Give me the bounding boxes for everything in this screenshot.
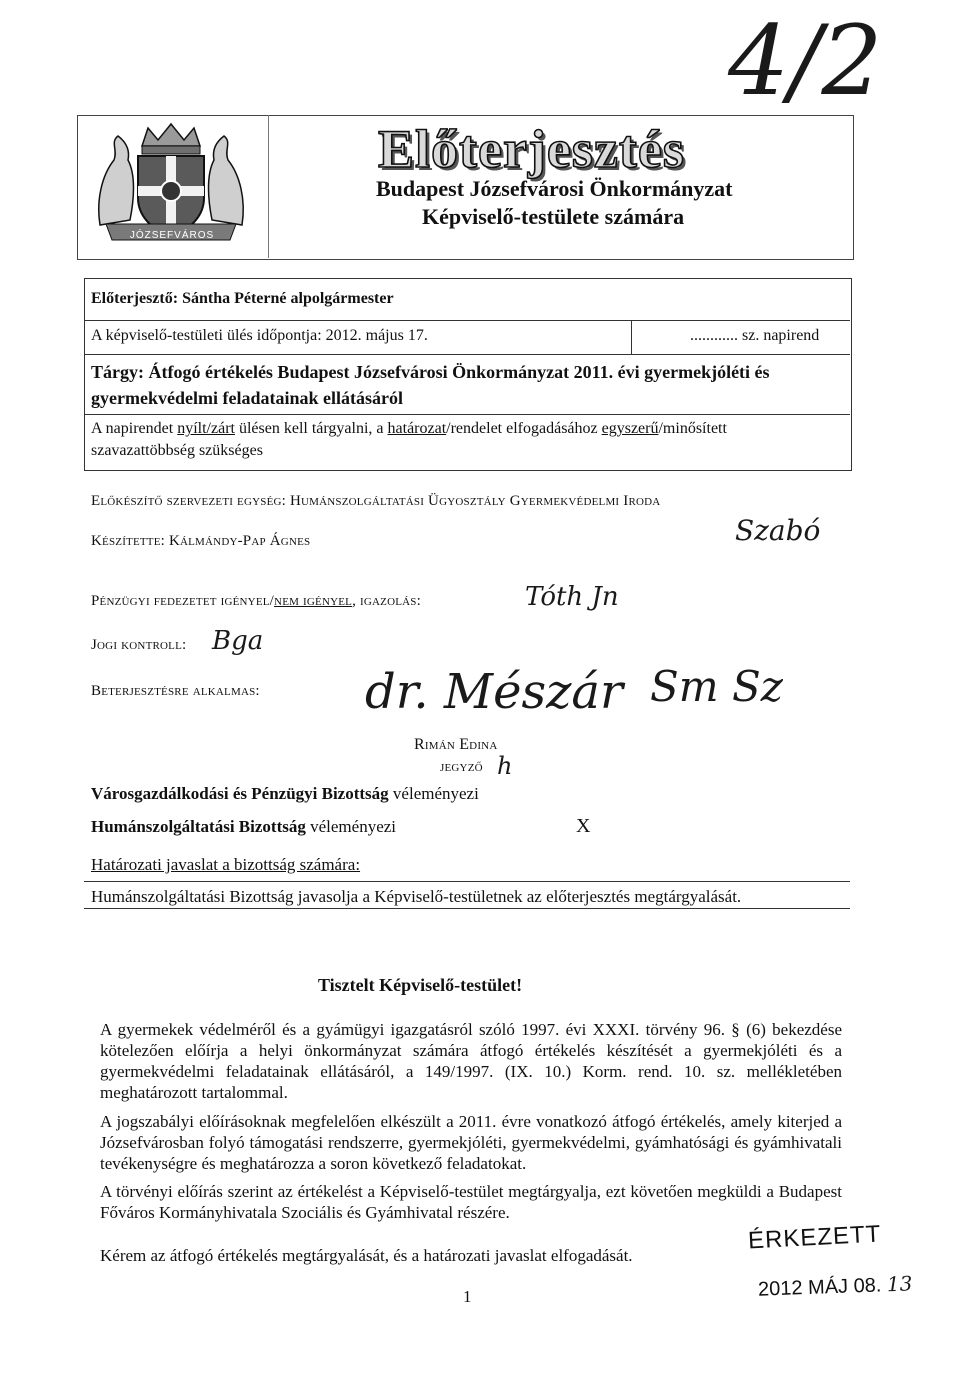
- notary-initial: h: [497, 752, 513, 780]
- letter-paragraph-4: Kérem az átfogó értékelés megtárgyalását, és a határozati javaslat elfogadását.: [100, 1246, 633, 1265]
- committee-human-mark: X: [576, 815, 591, 837]
- preparing-unit: Előkészítő szervezeti egység: Humánszolgáltatási Ügyosztály Gyermekvédelmi Iroda: [91, 493, 661, 509]
- info-divider: [84, 354, 850, 355]
- subject-line-1: Tárgy: Átfogó értékelés Budapest Józsefvárosi Önkormányzat 2011. évi gyermekjóléti és: [91, 362, 770, 382]
- committee-human-name: Humánszolgáltatási Bizottság: [91, 817, 306, 836]
- info-divider: [84, 414, 850, 415]
- stamp-date: 2012 MÁJ 08.: [757, 1274, 882, 1301]
- session-text: ülésen kell tárgyalni, a: [234, 420, 388, 437]
- page-number: 1: [463, 1287, 472, 1306]
- committee-human: [91, 817, 396, 837]
- signature-extra: Sm Sz: [650, 662, 783, 711]
- header-divider: [268, 115, 269, 258]
- signature-prepared-by: Szabó: [735, 514, 821, 547]
- letter-paragraph-1: A gyermekek védelméről és a gyámügyi igazgatásról szóló 1997. évi XXXI. törvény 96. § (6) bekezdése kötelezően előírja a helyi önkormányzat számára átfogó értékelés készítését a gyermekjóléti és a gyermekvédelmi feladatainak ellátásáról, a 149/1997. (IX. 10.) Korm. rend. 10. sz. mellékletében meghatározott tartalommal.: [100, 1020, 842, 1102]
- presenter: Előterjesztő: Sántha Péterné alpolgármester: [91, 290, 394, 307]
- stamp-number: 13: [886, 1271, 913, 1297]
- crest-banner-text: JÓZSEFVÁROS: [129, 230, 215, 241]
- committee-finance-suffix: véleményezi: [388, 784, 479, 803]
- info-divider: [84, 320, 850, 321]
- committee-human-suffix: véleményezi: [305, 817, 397, 836]
- funding-selected: nem igényel: [274, 593, 353, 609]
- meeting-date: A képviselő-testületi ülés időpontja: 2012. május 17.: [91, 327, 428, 344]
- session-text: /minősített: [658, 420, 727, 437]
- notary-name: Rimán Edina: [414, 736, 498, 753]
- committee-finance-name: Városgazdálkodási és Pénzügyi Bizottság: [91, 784, 389, 803]
- session-mode: nyílt/zárt: [177, 420, 235, 437]
- salutation: Tisztelt Képviselő-testület!: [318, 975, 523, 995]
- proposal-text: Humánszolgáltatási Bizottság javasolja a Képviselő-testületnek az előterjesztés megtárgyalását.: [91, 887, 742, 906]
- signature-legal-control: Bga: [212, 626, 264, 656]
- subject-line-2: gyermekvédelmi feladatainak ellátásáról: [91, 388, 403, 408]
- signature-funding: Tóth Jn: [525, 582, 619, 612]
- received-stamp-label: ÉRKEZETT: [747, 1220, 882, 1255]
- handwritten-page-mark: 4/2: [728, 5, 883, 117]
- session-rule-line-2: szavazattöbbség szükséges: [91, 442, 263, 459]
- proposal-bottom-border: [84, 908, 850, 909]
- session-text: /rendelet elfogadásához: [446, 420, 602, 437]
- proposal-heading: Határozati javaslat a bizottság számára:: [91, 855, 361, 874]
- coat-of-arms-icon: [92, 120, 250, 245]
- legal-control: Jogi kontroll:: [91, 637, 187, 653]
- funding-text: Pénzügyi fedezetet igényel/: [91, 593, 275, 609]
- session-resolution: határozat: [387, 420, 447, 437]
- letter-paragraph-2: A jogszabályi előírásoknak megfelelően elkészült a 2011. évre vonatkozó átfogó értékelés, amely kiterjed a Józsefvárosban folyó támogatási rendszerre, gyermekjóléti, gyermekvédelmi, gyámhatósági és gyámhivatali tevékenységre és meghatározza a soron következő feladatokat.: [100, 1112, 842, 1173]
- proposal-divider: [84, 881, 850, 882]
- signature-notary: dr. Mészár: [365, 664, 623, 720]
- received-stamp-date: [758, 1271, 913, 1301]
- letter-paragraph-3: A törvényi előírás szerint az értékelést a Képviselő-testület megtárgyalja, ezt követően megküldi a Budapest Főváros Kormányhivatala Szociális és Gyámhivatal részére.: [100, 1182, 842, 1222]
- committee-finance: [91, 784, 479, 804]
- agenda-number: ............ sz. napirend: [690, 327, 820, 344]
- ready-for-submission: Beterjesztésre alkalmas:: [91, 683, 260, 699]
- document-title: Előterjesztés: [378, 119, 685, 179]
- info-divider: [631, 320, 632, 354]
- addressee-line-2: Képviselő-testülete számára: [422, 204, 685, 229]
- notary-title: jegyző: [440, 758, 483, 775]
- addressee-line-1: Budapest Józsefvárosi Önkormányzat: [376, 176, 733, 201]
- funding-requirement: [91, 593, 421, 610]
- funding-text: , igazolás:: [352, 593, 421, 609]
- session-text: A napirendet: [91, 420, 178, 437]
- prepared-by: Készítette: Kálmándy-Pap Ágnes: [91, 533, 311, 549]
- session-majority: egyszerű: [601, 420, 659, 437]
- session-rule-line-1: [91, 420, 727, 438]
